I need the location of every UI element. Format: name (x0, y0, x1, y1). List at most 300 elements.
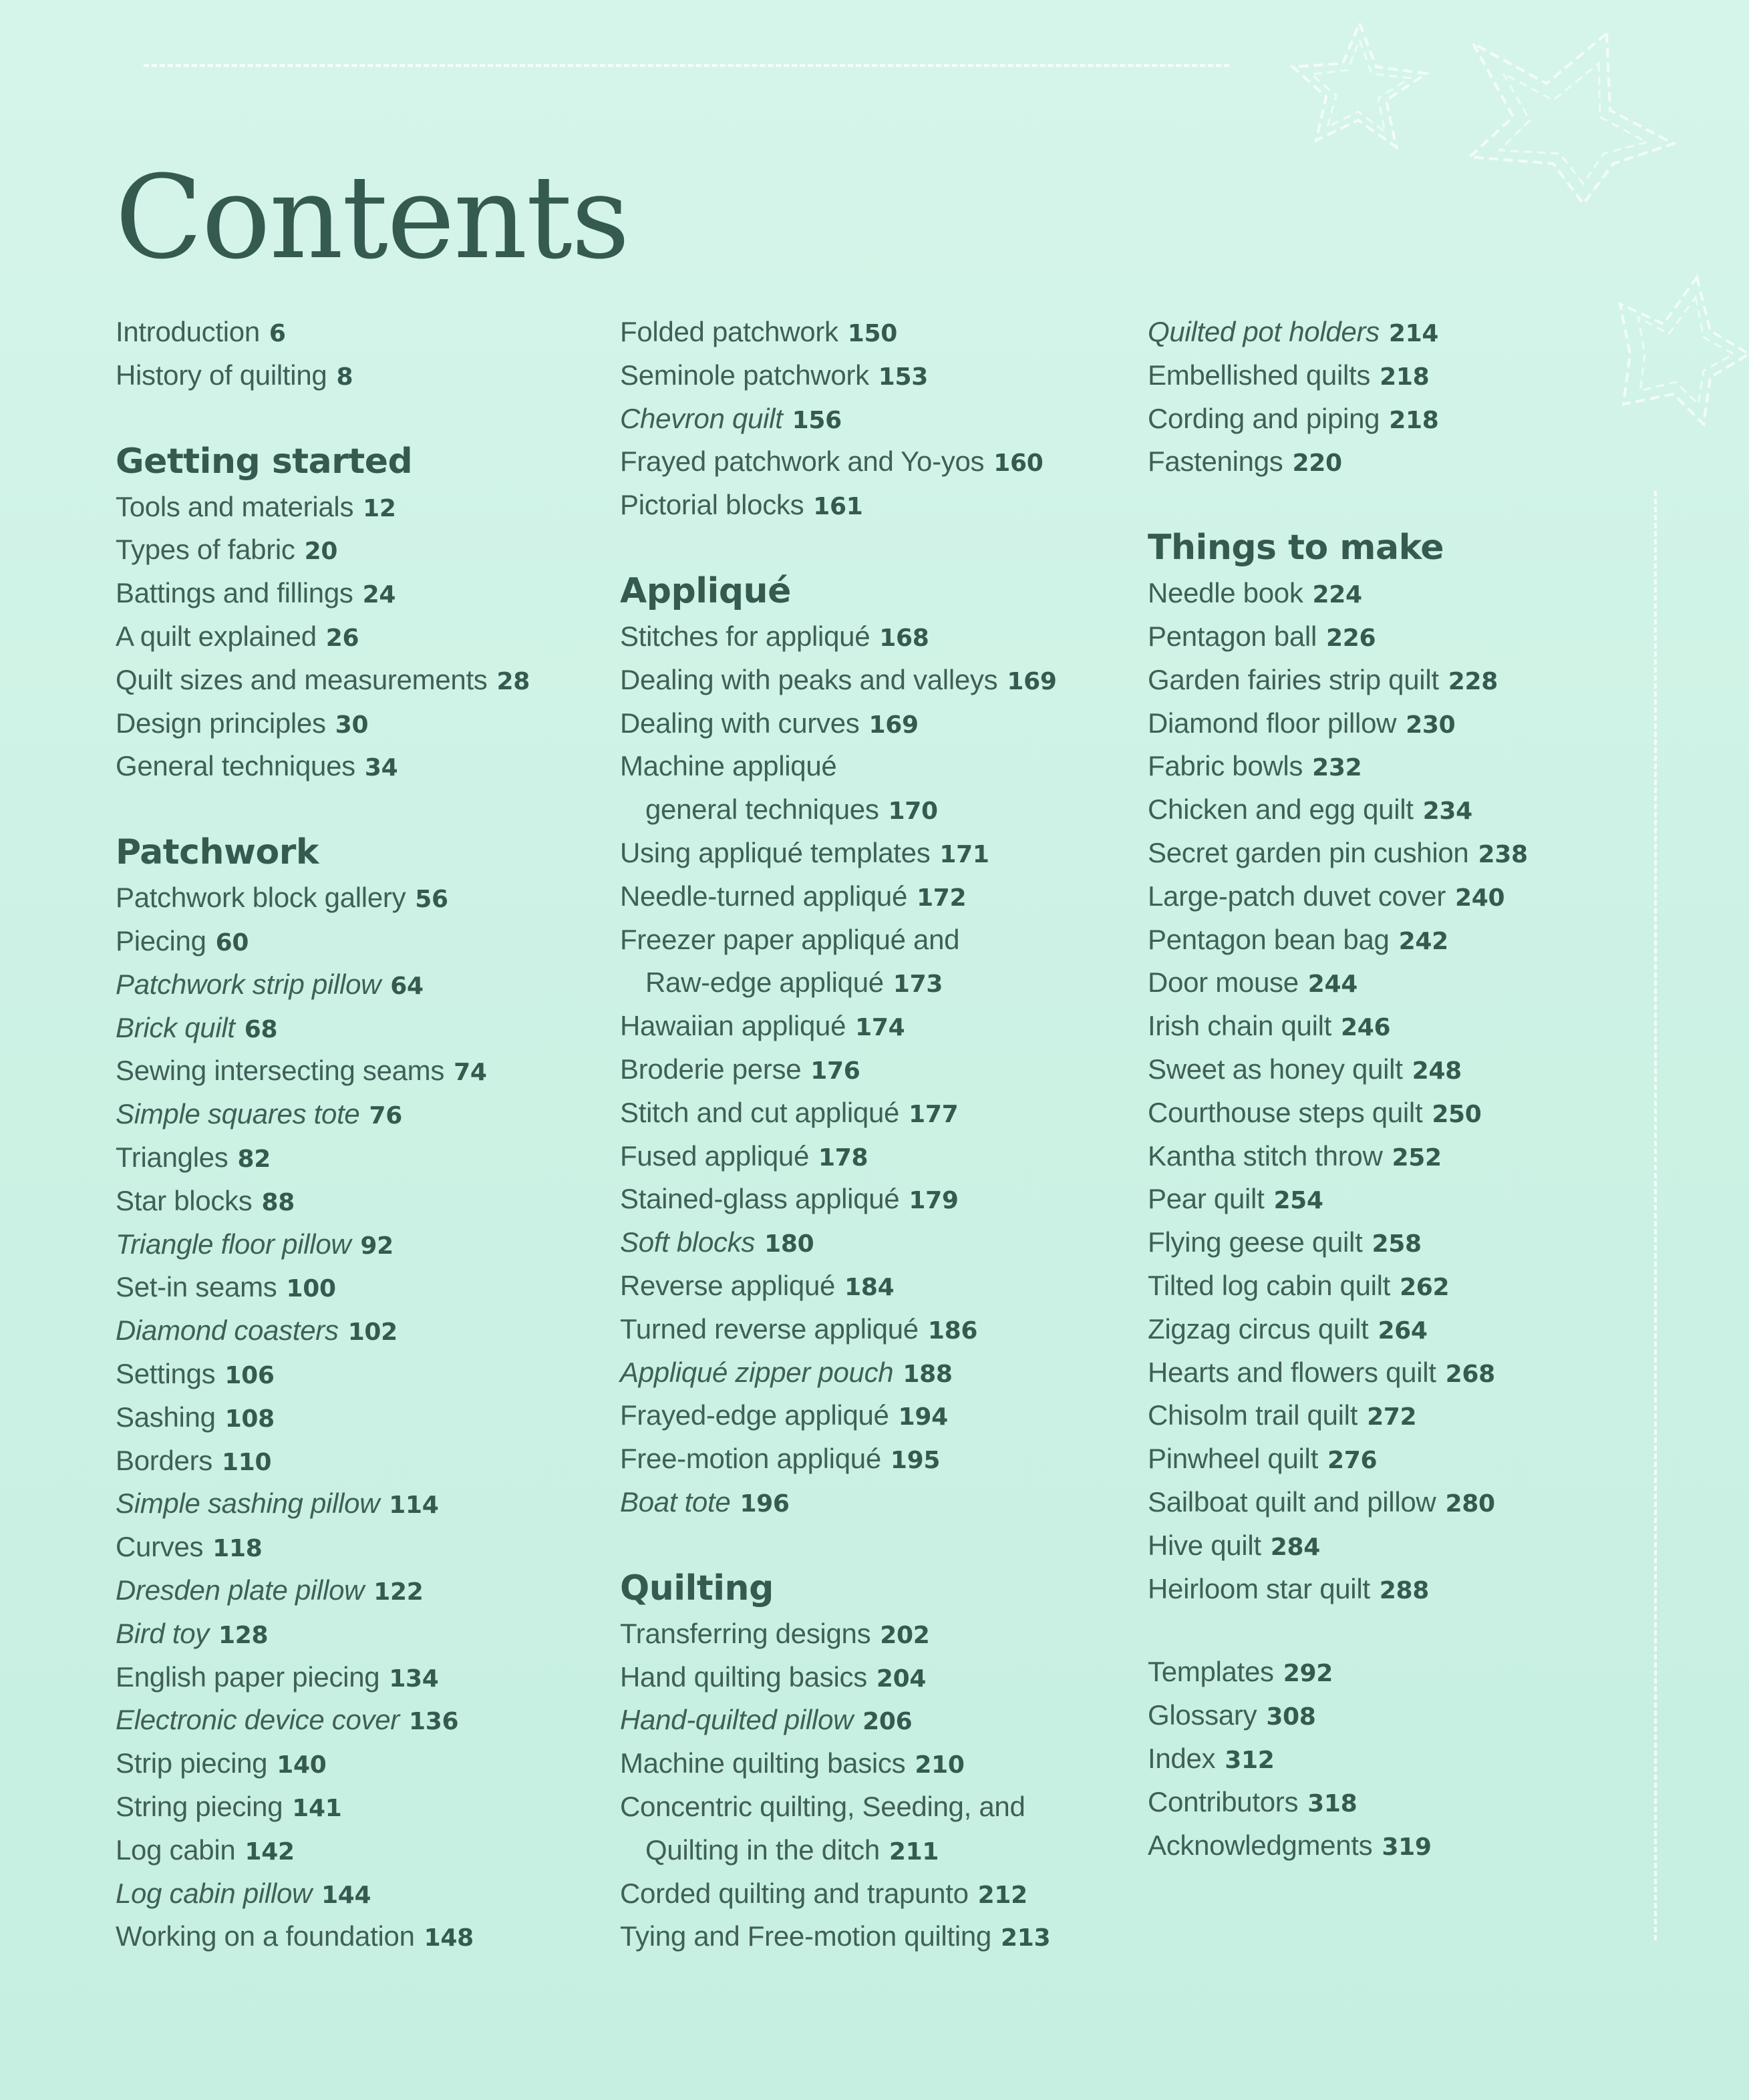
toc-page-number: 250 (1432, 1100, 1482, 1128)
toc-page-number: 114 (389, 1492, 439, 1520)
toc-entry-label: Pictorial blocks (620, 489, 804, 521)
toc-page-number: 240 (1455, 884, 1505, 912)
toc-entry[interactable] (116, 1482, 530, 1526)
toc-page-number: 172 (917, 884, 967, 912)
toc-column-2 (620, 311, 1057, 1958)
toc-entry[interactable] (620, 1178, 1057, 1221)
toc-page-number: 186 (927, 1317, 978, 1345)
toc-page-number: 179 (909, 1187, 959, 1215)
toc-page-number: 6 (269, 320, 286, 347)
toc-entry-label: Settings (116, 1357, 216, 1389)
toc-entry-label: Types of fabric (116, 534, 295, 566)
toc-entry[interactable] (620, 788, 1057, 832)
section-heading: Appliqué (620, 570, 791, 611)
group-spacer (1148, 1610, 1528, 1650)
toc-entry[interactable] (1148, 1394, 1528, 1437)
toc-entry[interactable] (620, 440, 1057, 484)
section-heading: Patchwork (116, 832, 319, 873)
toc-entry-label: Dresden plate pillow (116, 1574, 365, 1606)
toc-page-number: 308 (1266, 1703, 1316, 1731)
toc-entry-label: Frayed-edge appliqué (620, 1399, 889, 1431)
toc-entry-label: English paper piecing (116, 1660, 380, 1693)
toc-page-number: 118 (212, 1535, 263, 1563)
toc-entry-label: Piecing (116, 924, 206, 956)
toc-entry-label: Log cabin (116, 1833, 236, 1866)
toc-entry-label: Hand quilting basics (620, 1660, 867, 1693)
toc-entry-label: Chisolm trail quilt (1148, 1399, 1358, 1431)
toc-page-number: 213 (1000, 1924, 1051, 1952)
toc-page-number: 226 (1325, 624, 1376, 652)
toc-entry[interactable] (116, 963, 530, 1007)
toc-entry[interactable] (620, 1048, 1057, 1091)
toc-entry-label: Courthouse steps quilt (1148, 1096, 1423, 1128)
toc-entry[interactable] (620, 1308, 1057, 1351)
toc-entry-label: Free-motion appliqué (620, 1443, 881, 1475)
toc-page-number: 34 (364, 754, 398, 782)
toc-page-number: 136 (408, 1708, 459, 1736)
toc-entry-label: Garden fairies strip quilt (1148, 663, 1439, 695)
toc-entry-label: Star blocks (116, 1184, 253, 1216)
toc-page-number: 276 (1327, 1447, 1378, 1475)
toc-entry[interactable] (620, 397, 1057, 441)
toc-entry-label: Sewing intersecting seams (116, 1055, 445, 1087)
toc-page-number: 180 (764, 1230, 814, 1258)
toc-entry-label: Chicken and egg quilt (1148, 794, 1414, 826)
toc-entry-label: Chevron quilt (620, 402, 783, 434)
toc-entry-label: Triangles (116, 1141, 228, 1173)
toc-page-number: 169 (868, 711, 919, 739)
toc-entry[interactable] (116, 1266, 530, 1309)
toc-entry[interactable] (116, 354, 530, 397)
toc-entry-label: Kantha stitch throw (1148, 1140, 1383, 1172)
toc-entry[interactable] (116, 876, 530, 920)
toc-entry[interactable] (116, 702, 530, 745)
toc-entry-label: Diamond coasters (116, 1315, 339, 1347)
toc-entry-label: Acknowledgments (1148, 1829, 1373, 1861)
toc-entry-label: Needle book (1148, 577, 1303, 609)
toc-entry[interactable] (116, 1829, 530, 1872)
toc-page-number: 176 (810, 1057, 860, 1085)
section-heading: Quilting (620, 1568, 774, 1608)
toc-entry[interactable] (1148, 1781, 1528, 1824)
toc-page-number: 108 (224, 1405, 275, 1433)
toc-entry[interactable] (116, 1353, 530, 1396)
toc-entry[interactable] (116, 920, 530, 963)
toc-entry-label: Pear quilt (1148, 1183, 1265, 1215)
toc-page-number: 141 (292, 1794, 342, 1822)
toc-entry[interactable] (1148, 745, 1528, 788)
toc-entry[interactable] (116, 1136, 530, 1180)
toc-page-number: 64 (390, 972, 424, 1000)
toc-page-number: 174 (855, 1014, 905, 1042)
toc-entry[interactable] (1148, 572, 1528, 615)
toc-entry[interactable] (1148, 1694, 1528, 1737)
toc-entry-label: Electronic device cover (116, 1704, 400, 1736)
toc-page-number: 156 (792, 406, 842, 434)
toc-page-number: 246 (1341, 1014, 1391, 1042)
toc-entry[interactable] (1148, 1264, 1528, 1308)
toc-entry[interactable] (116, 572, 530, 615)
toc-page-number: 82 (237, 1145, 271, 1173)
toc-page-number: 160 (993, 450, 1044, 478)
toc-entry-label: Needle-turned appliqué (620, 880, 908, 912)
toc-page-number: 150 (847, 320, 897, 347)
toc-page-number: 170 (888, 798, 938, 826)
toc-entry[interactable] (1148, 875, 1528, 918)
toc-page-number: 212 (977, 1881, 1027, 1909)
toc-page-number: 206 (862, 1708, 913, 1736)
toc-entry[interactable] (1148, 1221, 1528, 1264)
toc-entry[interactable] (620, 1699, 1057, 1742)
toc-page-number: 242 (1398, 927, 1448, 955)
toc-entry-label: Door mouse (1148, 967, 1299, 999)
toc-entry[interactable] (620, 1656, 1057, 1699)
toc-entry-label: Curves (116, 1531, 204, 1563)
toc-entry[interactable] (1148, 1048, 1528, 1091)
toc-entry[interactable] (1148, 918, 1528, 962)
toc-page-number: 102 (347, 1319, 398, 1347)
toc-page-number: 202 (880, 1621, 930, 1649)
toc-entry-label: Hawaiian appliqué (620, 1010, 846, 1042)
toc-page-number: 30 (335, 711, 369, 739)
toc-entry[interactable] (1148, 1824, 1528, 1868)
toc-page-number: 26 (325, 624, 359, 652)
toc-entry-label: Transferring designs (620, 1617, 871, 1649)
toc-entry-label: general techniques (645, 794, 879, 826)
toc-entry-label: Patchwork block gallery (116, 882, 406, 914)
toc-entry[interactable] (620, 484, 1057, 527)
toc-entry[interactable] (1148, 440, 1528, 484)
toc-entry[interactable] (116, 1742, 530, 1785)
toc-page-number: 148 (424, 1924, 474, 1952)
toc-entry[interactable] (116, 1656, 530, 1699)
toc-entry-label: Contributors (1148, 1785, 1299, 1817)
toc-page-number: 262 (1400, 1273, 1450, 1301)
toc-entry[interactable] (116, 1049, 530, 1093)
toc-entry[interactable] (116, 1180, 530, 1223)
toc-entry[interactable] (620, 961, 1057, 1005)
toc-entry[interactable] (116, 615, 530, 659)
toc-page-number: 268 (1445, 1360, 1495, 1388)
dashed-stitch-top-line (144, 64, 1229, 67)
toc-entry[interactable] (116, 1915, 530, 1958)
toc-entry[interactable] (116, 1309, 530, 1353)
toc-entry-label: Turned reverse appliqué (620, 1312, 919, 1345)
toc-entry[interactable] (620, 1481, 1057, 1524)
toc-entry-label: Broderie perse (620, 1053, 802, 1085)
toc-page-number: 224 (1312, 581, 1362, 609)
toc-entry-label: Stitches for appliqué (620, 620, 870, 652)
toc-page-number: 254 (1273, 1187, 1323, 1215)
toc-entry[interactable] (620, 1221, 1057, 1264)
toc-page-number: 106 (224, 1361, 275, 1389)
toc-entry[interactable] (116, 1007, 530, 1050)
toc-entry-label: String piecing (116, 1790, 283, 1822)
toc-page-number: 248 (1412, 1057, 1462, 1085)
toc-entry-label: Diamond floor pillow (1148, 707, 1397, 739)
toc-entry-label: Tilted log cabin quilt (1148, 1269, 1391, 1301)
toc-column-3 (1148, 311, 1528, 1867)
toc-entry[interactable] (620, 745, 1057, 788)
toc-entry[interactable] (620, 1394, 1057, 1437)
toc-page-number: 238 (1478, 840, 1528, 868)
toc-entry[interactable] (116, 1612, 530, 1656)
toc-page-number: 24 (362, 581, 396, 609)
toc-entry[interactable] (116, 1785, 530, 1829)
toc-entry[interactable] (1148, 659, 1528, 702)
toc-entry[interactable] (116, 1223, 530, 1266)
toc-entry[interactable] (1148, 788, 1528, 832)
toc-page-number: 214 (1388, 320, 1439, 347)
toc-entry-label: Triangle floor pillow (116, 1228, 351, 1260)
toc-entry[interactable] (116, 1396, 530, 1439)
toc-entry-label: Pinwheel quilt (1148, 1443, 1318, 1475)
toc-entry[interactable] (620, 1135, 1057, 1178)
toc-entry[interactable] (620, 311, 1057, 354)
toc-entry[interactable] (1148, 702, 1528, 745)
toc-page-number: 161 (813, 493, 863, 521)
toc-entry[interactable] (1148, 354, 1528, 397)
toc-entry[interactable] (620, 1091, 1057, 1135)
toc-entry-label: Quilt sizes and measurements (116, 663, 488, 695)
toc-entry[interactable] (620, 1005, 1057, 1048)
toc-page-number: 74 (454, 1059, 487, 1087)
toc-entry[interactable] (620, 1612, 1057, 1656)
toc-entry[interactable] (620, 1872, 1057, 1916)
toc-entry-label: Fused appliqué (620, 1140, 810, 1172)
toc-page-number: 188 (903, 1360, 953, 1388)
toc-entry-label: Log cabin pillow (116, 1877, 313, 1909)
toc-entry[interactable] (1148, 1091, 1528, 1135)
toc-entry-label: Tying and Free-motion quilting (620, 1920, 991, 1952)
toc-entry-label: Stitch and cut appliqué (620, 1096, 900, 1128)
toc-entry-label: Hand-quilted pillow (620, 1704, 854, 1736)
toc-page-number: 178 (818, 1144, 868, 1172)
toc-entry[interactable] (620, 615, 1057, 659)
toc-entry-label: Folded patchwork (620, 316, 838, 347)
toc-entry-label: Fabric bowls (1148, 750, 1303, 782)
toc-page-number: 196 (740, 1490, 790, 1518)
toc-entry[interactable] (1148, 832, 1528, 875)
toc-entry[interactable] (1148, 1135, 1528, 1178)
toc-entry-label: Dealing with curves (620, 707, 860, 739)
toc-entry-label: Heirloom star quilt (1148, 1572, 1370, 1604)
toc-entry-label: General techniques (116, 750, 355, 782)
toc-page-number: 220 (1292, 450, 1342, 478)
toc-page-number: 100 (286, 1275, 336, 1303)
toc-page-number: 244 (1307, 971, 1358, 999)
toc-entry[interactable] (620, 659, 1057, 702)
toc-page-number: 318 (1307, 1789, 1358, 1817)
toc-entry-label: Concentric quilting, Seeding, and (620, 1790, 1025, 1822)
toc-page-number: 122 (373, 1578, 424, 1606)
toc-entry-label: Quilted pot holders (1148, 316, 1380, 347)
toc-page-number: 173 (893, 971, 943, 999)
toc-entry[interactable] (620, 1351, 1057, 1395)
toc-entry-label: Set-in seams (116, 1271, 277, 1303)
toc-page-number: 211 (889, 1837, 939, 1866)
toc-entry[interactable] (116, 1439, 530, 1483)
toc-entry-label: Patchwork strip pillow (116, 968, 381, 1000)
toc-entry[interactable] (1148, 1481, 1528, 1524)
toc-entry[interactable] (116, 528, 530, 572)
toc-entry-label: Introduction (116, 316, 260, 347)
toc-entry[interactable] (116, 311, 530, 354)
toc-entry[interactable] (1148, 1178, 1528, 1221)
toc-page-number: 110 (221, 1448, 272, 1476)
toc-entry[interactable] (116, 1093, 530, 1136)
toc-entry-label: Hearts and flowers quilt (1148, 1356, 1436, 1388)
toc-page-number: 184 (844, 1273, 895, 1301)
toc-entry-label: Secret garden pin cushion (1148, 836, 1469, 868)
toc-entry[interactable] (1148, 615, 1528, 659)
toc-entry[interactable] (620, 1437, 1057, 1481)
toc-entry-label: Index (1148, 1742, 1216, 1774)
toc-page-number: 195 (890, 1447, 941, 1475)
toc-page-number: 144 (321, 1881, 371, 1909)
toc-entry[interactable] (1148, 1650, 1528, 1694)
toc-entry-label: Soft blocks (620, 1226, 756, 1258)
toc-column-1 (116, 311, 530, 1958)
toc-entry-label: Raw-edge appliqué (645, 967, 884, 999)
toc-entry[interactable] (620, 1742, 1057, 1785)
toc-entry-label: Strip piecing (116, 1747, 268, 1779)
toc-entry-label: Dealing with peaks and valleys (620, 663, 998, 695)
toc-entry[interactable] (620, 918, 1057, 962)
toc-page-number: 228 (1448, 667, 1498, 695)
toc-entry-label: Boat tote (620, 1485, 731, 1518)
toc-page-number: 204 (876, 1665, 927, 1693)
toc-entry-label: Stained-glass appliqué (620, 1183, 900, 1215)
toc-page-number: 140 (277, 1751, 327, 1779)
toc-entry-label: Using appliqué templates (620, 836, 931, 868)
toc-entry[interactable] (620, 832, 1057, 875)
toc-page-number: 272 (1367, 1403, 1417, 1431)
toc-entry[interactable] (620, 354, 1057, 397)
toc-page-number: 128 (218, 1621, 269, 1649)
toc-page-number: 171 (939, 840, 989, 868)
toc-entry-label: Irish chain quilt (1148, 1010, 1332, 1042)
toc-page-number: 218 (1380, 363, 1430, 391)
toc-page-number: 230 (1406, 711, 1456, 739)
toc-page-number: 142 (245, 1837, 295, 1866)
toc-entry-label: Zigzag circus quilt (1148, 1312, 1369, 1345)
toc-entry[interactable] (1148, 311, 1528, 354)
toc-entry[interactable] (116, 1526, 530, 1569)
toc-entry-label: Quilting in the ditch (645, 1833, 880, 1866)
toc-entry[interactable] (1148, 1737, 1528, 1781)
toc-entry[interactable] (620, 1829, 1057, 1872)
toc-entry-label: Battings and fillings (116, 577, 353, 609)
toc-entry[interactable] (620, 702, 1057, 745)
toc-entry[interactable] (116, 1699, 530, 1742)
toc-entry-label: Sweet as honey quilt (1148, 1053, 1403, 1085)
toc-entry[interactable] (116, 1569, 530, 1612)
toc-entry-label: Templates (1148, 1656, 1274, 1688)
toc-entry[interactable] (620, 1785, 1057, 1829)
toc-entry[interactable] (1148, 397, 1528, 441)
toc-page-number: 210 (915, 1751, 965, 1779)
toc-entry[interactable] (1148, 1524, 1528, 1568)
toc-page-number: 288 (1379, 1576, 1429, 1604)
toc-page-number: 8 (336, 363, 353, 391)
toc-entry-label: Simple squares tote (116, 1098, 360, 1130)
toc-entry-label: Sailboat quilt and pillow (1148, 1485, 1436, 1518)
toc-entry-label: A quilt explained (116, 620, 317, 652)
toc-entry[interactable] (1148, 1308, 1528, 1351)
toc-page-number: 20 (304, 538, 338, 566)
toc-page-number: 153 (878, 363, 929, 391)
star-icon (1279, 17, 1440, 157)
toc-page-number: 92 (360, 1232, 393, 1260)
toc-page-number: 12 (363, 494, 396, 522)
toc-page-number: 218 (1389, 406, 1439, 434)
toc-page-number: 60 (215, 928, 249, 956)
toc-entry[interactable] (116, 486, 530, 529)
toc-page-number: 264 (1378, 1317, 1428, 1345)
toc-page-number: 169 (1007, 667, 1057, 695)
toc-entry-label: Freezer paper appliqué and (620, 923, 960, 955)
toc-entry[interactable] (1148, 1568, 1528, 1611)
toc-entry-label: Simple sashing pillow (116, 1487, 380, 1520)
toc-entry[interactable] (1148, 961, 1528, 1005)
star-icon (1610, 267, 1749, 434)
toc-entry[interactable] (116, 1872, 530, 1916)
star-icon (1453, 23, 1680, 210)
toc-page-number: 56 (415, 886, 448, 914)
toc-entry[interactable] (620, 1915, 1057, 1958)
toc-entry-label: Reverse appliqué (620, 1269, 836, 1301)
toc-page-number: 134 (389, 1665, 439, 1693)
toc-entry[interactable] (1148, 1005, 1528, 1048)
toc-page-number: 234 (1422, 798, 1472, 826)
toc-page-number: 252 (1392, 1144, 1442, 1172)
toc-page-number: 284 (1270, 1533, 1320, 1561)
toc-entry[interactable] (1148, 1351, 1528, 1395)
toc-entry-label: Machine appliqué (620, 750, 837, 782)
toc-entry-label: Bird toy (116, 1617, 209, 1649)
toc-entry-label: Corded quilting and trapunto (620, 1877, 969, 1909)
toc-entry-label: Large-patch duvet cover (1148, 880, 1446, 912)
toc-entry-label: Design principles (116, 707, 326, 739)
section-heading: Things to make (1148, 528, 1444, 568)
toc-page-number: 194 (898, 1403, 948, 1431)
toc-page-number: 312 (1225, 1746, 1275, 1774)
toc-entry-label: Glossary (1148, 1699, 1257, 1731)
page-title: Contents (115, 150, 629, 285)
toc-page-number: 292 (1283, 1660, 1333, 1688)
toc-entry-label: Working on a foundation (116, 1920, 415, 1952)
toc-entry-label: Borders (116, 1444, 212, 1476)
toc-entry-label: Sashing (116, 1401, 216, 1433)
toc-page-number: 280 (1445, 1490, 1495, 1518)
toc-entry-label: Brick quilt (116, 1011, 235, 1043)
toc-entry-label: Machine quilting basics (620, 1747, 906, 1779)
toc-page-number: 28 (496, 667, 530, 695)
toc-entry[interactable] (116, 659, 530, 702)
toc-page-number: 76 (369, 1102, 402, 1130)
toc-entry[interactable] (620, 875, 1057, 918)
toc-entry-label: Seminole patchwork (620, 359, 869, 391)
toc-entry[interactable] (1148, 1437, 1528, 1481)
toc-entry[interactable] (116, 745, 530, 788)
toc-page-number: 232 (1312, 754, 1362, 782)
toc-entry-label: Frayed patchwork and Yo-yos (620, 446, 985, 478)
toc-entry-label: Flying geese quilt (1148, 1226, 1363, 1258)
toc-entry[interactable] (620, 1264, 1057, 1308)
toc-page-number: 88 (261, 1188, 295, 1216)
toc-entry-label: History of quilting (116, 359, 327, 391)
